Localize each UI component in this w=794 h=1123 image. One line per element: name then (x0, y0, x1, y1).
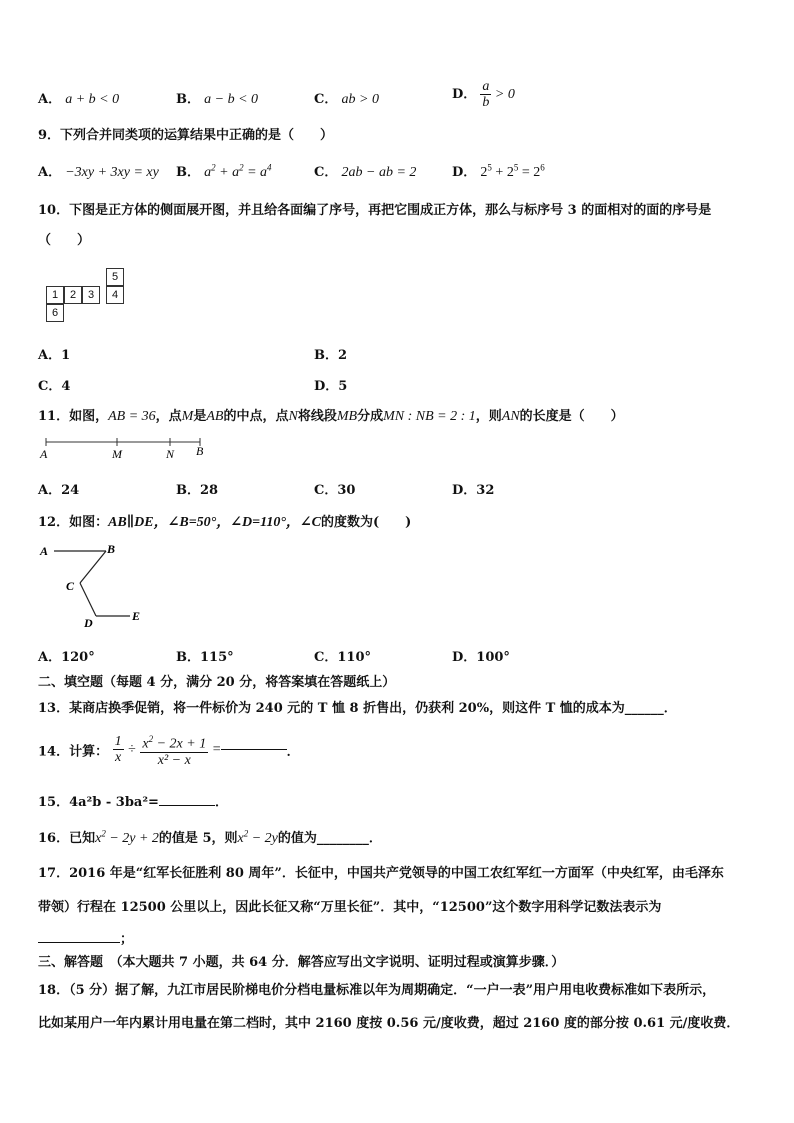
q17-answer-blank (38, 942, 120, 943)
q9-option-c (314, 161, 416, 181)
q10-stem-line1: 10．下图是正方体的侧面展开图，并且给各面编了序号，再把它围成正方体，那么与标序号 3 的面相对的面的序号是 (38, 203, 712, 218)
section-3-heading: 三、解答题 （本大题共 7 小题，共 64 分．解答应写出文字说明、证明过程或演算步骤．） (38, 955, 565, 970)
q8-option-a-letter: A． (38, 92, 62, 107)
q8-option-d-rest: > 0 (491, 87, 515, 102)
q15-end: ． (214, 795, 228, 810)
q10-option-a: A．1 (38, 348, 71, 363)
q11-stem-segment-mb: MB (336, 409, 358, 424)
q14-fraction-2-numerator: $x^2 - 2x + 1$ (142, 734, 207, 752)
q8-option-a (38, 88, 119, 108)
q8-option-a-expr: a + b < 0 (65, 92, 120, 107)
q11-stem-text-7: 的长度是（ ） (519, 409, 624, 424)
q10-option-d: D．5 (314, 379, 348, 394)
q9-option-d (452, 161, 545, 181)
q14-fraction-1 (113, 734, 124, 765)
q18-line-2: 比如某用户一年内累计用电量在第二档时，其中 2160 度按 0.56 元/度收费，超过 2160 度的部分按 0.61 元/度收费． (38, 1016, 740, 1031)
q16-expr-1: $x^2 - 2y + 2$ (95, 828, 159, 846)
q8-option-d-letter: D． (452, 87, 477, 102)
q12-option-c: C．110° (314, 650, 371, 665)
q11-stem-text-3: 的中点，点 (223, 409, 289, 424)
q15-stem (38, 791, 228, 810)
q16-middle: 的值是 5，则 (158, 831, 238, 846)
q8-option-d-denominator: b (482, 95, 490, 110)
q11-stem-text-6: ，则 (475, 409, 502, 424)
q14-fraction-2-denominator: x² − x (157, 752, 191, 768)
q12-stem-suffix: 的度数为( ) (321, 515, 412, 530)
section-2-heading: 二、填空题（每题 4 分，满分 20 分，将答案填在答题纸上） (38, 675, 396, 690)
net-face-2: 2 (64, 286, 82, 304)
q11-stem-point-m: M (181, 409, 194, 424)
q8-option-b (176, 88, 258, 108)
q11-stem-text-2: 是 (193, 409, 207, 424)
q9-option-a-letter: A． (38, 165, 62, 180)
q10-stem-line2: （ ） (38, 233, 91, 248)
q14-divide-sign: ÷ (128, 741, 136, 757)
q17-line-1: 17．2016 年是“红军长征胜利 80 周年”．长征中，中国共产党领导的中国工农红军红一方面军（中央红军，由毛泽东 (38, 866, 724, 881)
q9-option-a (38, 161, 159, 181)
q14-fraction-1-numerator: 1 (114, 734, 122, 750)
q12-option-a: A．120° (38, 650, 95, 665)
q9-stem: 9．下列合并同类项的运算结果中正确的是（ ） (38, 128, 334, 143)
q8-option-b-letter: B． (176, 92, 200, 107)
q9-option-b-letter: B． (176, 165, 200, 180)
q8-option-c-expr: ab > 0 (341, 92, 379, 107)
q12-angle-figure (36, 538, 156, 630)
q17-line-2: 带领）行程在 12500 公里以上，因此长征又称“万里长征”．其中，“12500”这个数字用科学记数法表示为 (38, 900, 662, 915)
q9-option-c-expr: 2ab − ab = 2 (341, 165, 417, 180)
q10-option-c: C．4 (38, 379, 71, 394)
label-a: A (40, 447, 48, 461)
q14-prefix: 14．计算： (38, 744, 109, 760)
label-c: C (66, 579, 75, 593)
label-b: B (107, 542, 116, 556)
label-n: N (166, 447, 175, 461)
net-face-3: 3 (82, 286, 100, 304)
q9-option-b-expr: $a^2 + a^2 = a^4$ (204, 162, 272, 180)
label-e: E (132, 609, 141, 623)
q17-end: ； (120, 932, 134, 947)
q12-option-d: D．100° (452, 650, 510, 665)
q11-stem-point-n: N (288, 409, 298, 424)
q9-option-d-letter: D． (452, 165, 477, 180)
q12-stem (38, 511, 411, 531)
q8-option-d (452, 79, 515, 110)
label-a: A (40, 544, 49, 558)
q8-option-d-numerator: a (482, 79, 490, 94)
q11-stem-ab-length: AB = 36 (108, 409, 156, 424)
q11-stem-text-4: 将线段 (297, 409, 337, 424)
q14-fraction-2 (140, 732, 208, 768)
q11-option-b: B．28 (176, 483, 219, 498)
net-face-6: 6 (46, 304, 64, 322)
q16-prefix: 16．已知 (38, 831, 96, 846)
q15-answer-blank (159, 805, 215, 806)
q12-stem-prefix: 12．如图： (38, 515, 109, 530)
q11-stem-ratio: MN : NB = 2 : 1 (383, 409, 476, 424)
q14-answer-blank (221, 749, 287, 750)
q13-stem: 13．某商店换季促销，将一件标价为 240 元的 T 恤 8 折售出，仍获利 20%，则这件 T 恤的成本为______． (38, 701, 677, 716)
q9-option-d-expr: $2^5 + 2^5 = 2^6$ (480, 162, 545, 180)
label-d: D (84, 616, 93, 630)
q11-option-a: A．24 (38, 483, 80, 498)
net-face-4: 4 (106, 286, 124, 304)
q18-line-1: 18．（5 分）据了解，九江市居民阶梯电价分档电量标准以年为周期确定．“一户一表”用户用电收费标准如下表所示， (38, 983, 716, 998)
q11-option-d: D．32 (452, 483, 495, 498)
q15-prefix: 15．4a²b - 3ba²= (38, 795, 159, 810)
q12-stem-math: AB∥DE，∠B=50°，∠D=110°，∠C (108, 515, 321, 530)
q16-end: 的值为________． (277, 831, 382, 846)
q11-stem-segment-an: AN (501, 409, 520, 424)
net-face-5: 5 (106, 268, 124, 286)
q8-option-c (314, 88, 379, 108)
q9-option-c-letter: C． (314, 165, 338, 180)
q16-expr-2: $x^2 - 2y$ (237, 828, 278, 846)
q11-stem-number: 11．如图， (38, 409, 109, 424)
q17-line-3 (38, 928, 133, 947)
label-m: M (112, 447, 122, 461)
segment-cd (80, 583, 96, 616)
q11-option-c: C．30 (314, 483, 356, 498)
q10-option-b: B．2 (314, 348, 348, 363)
net-face-1: 1 (46, 286, 64, 304)
q11-stem-segment-ab: AB (206, 409, 224, 424)
q14-stem (38, 732, 300, 768)
q14-end: ． (286, 744, 300, 760)
q9-option-a-expr: −3xy + 3xy = xy (65, 165, 159, 180)
q12-option-b: B．115° (176, 650, 234, 665)
q16-stem (38, 827, 382, 847)
q14-equals: = (212, 741, 221, 757)
q11-stem (38, 405, 624, 425)
q8-option-b-expr: a − b < 0 (204, 92, 259, 107)
q11-segment-figure (38, 434, 218, 464)
q8-option-d-fraction (480, 79, 491, 110)
q11-stem-text-1: ，点 (155, 409, 182, 424)
q8-option-c-letter: C． (314, 92, 338, 107)
q14-fraction-1-denominator: x (115, 750, 122, 766)
segment-bc (80, 551, 106, 583)
label-b: B (196, 444, 204, 458)
q9-option-b (176, 161, 272, 181)
q11-stem-text-5: 分成 (357, 409, 384, 424)
